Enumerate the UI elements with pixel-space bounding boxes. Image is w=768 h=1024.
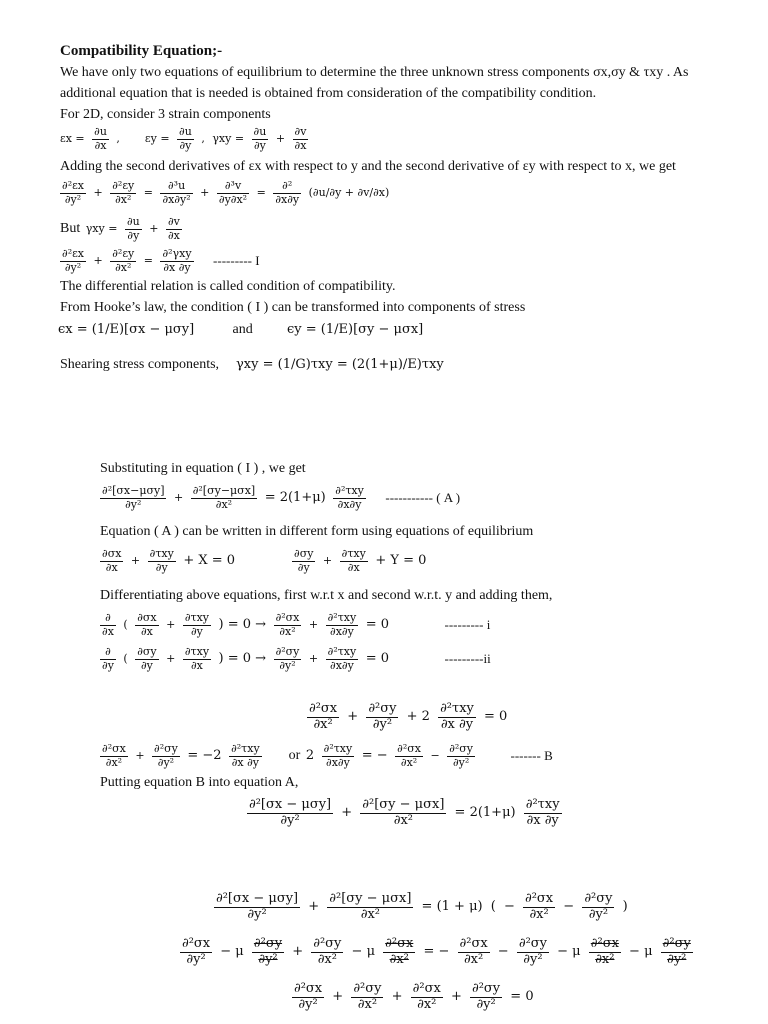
tag-A: ----------- ( A )	[385, 490, 461, 506]
equation-A: $\frac{\text{∂²[σx−μσy]}}{\text{∂y²}}$ + $\frac{\text{∂²[σy−μσx]}}{\text{∂x²}}$ = 2(1+μ) $\frac{\text{∂²τxy}}{\partial x\partial y}$ ----------- ( A )	[102, 484, 461, 511]
compatibility-equation-I: $\frac{\text{∂²εx}}{\text{∂y²}}$ + $\frac{\text{∂²εy}}{\text{∂x²}}$ = $\frac{\text{∂²γxy}}{\partial x \partial y}$ --------- I	[62, 247, 260, 274]
paragraph-3: For 2D, consider 3 strain components	[60, 107, 271, 122]
page-title: Compatibility Equation;-	[60, 43, 223, 59]
equation-expanded-2: $\frac{\text{∂²σx}}{\text{∂y²}}$ − μ $\frac{\text{∂²σy}}{\text{∂y²}}$ + $\frac{\text{∂²σy}}{\text{∂x²}}$ − μ $\frac{\text{∂²σx}}{\text{∂x²}}$ = − $\frac{\text{∂²σx}}{\text{∂x²}}$ − $\frac{\text{∂²σy}}{\text{∂y²}}$ − μ $\frac{\text{∂²σx}}{\text{∂x²}}$ − μ $\frac{\text{∂²σy}}{\text{∂y²}}$	[182, 936, 691, 967]
hooke-x: ϵx = (1/E)[σx − μσy]	[58, 322, 195, 337]
but-gamma-line: But γxy = $\frac{\partial u}{\partial y}$ + $\frac{\partial v}{\partial x}$	[60, 215, 180, 242]
summed-equilibrium-equation: $\frac{\text{∂²σx}}{\text{∂x²}}$ + $\frac{\text{∂²σy}}{\text{∂y²}}$ + 2 $\frac{\text{∂²τxy}}{\partial x \partial y}$ = 0	[309, 701, 508, 732]
equation-ii: $\frac{\partial}{\partial y}$ ( $\frac{\partial\sigma y}{\partial y}$ + $\frac{\text{∂τxy}}{\partial x}$ ) = 0 → $\frac{\text{∂²σy}}{\text{∂y²}}$ + $\frac{\text{∂²τxy}}{\partial x\partial y}$ = 0 ---------ii	[102, 645, 491, 672]
cancelled-term: $\frac{\text{∂²σy}}{\text{∂y²}}$	[662, 936, 691, 967]
du-dy-fraction: $\frac{\partial u}{\partial y}$	[179, 125, 192, 152]
paragraph-11: Equation ( A ) can be written in different form using equations of equilibrium	[100, 524, 534, 539]
equilibrium-eq-y: $\frac{\partial\sigma y}{\partial y}$ + $\frac{\text{∂τxy}}{\partial x}$ + Y = 0	[294, 547, 427, 574]
shear-equation: γxy = (1/G)τxy = (2(1+μ)/E)τxy	[236, 357, 444, 372]
tag-B: ------- B	[510, 748, 553, 764]
cancelled-term: $\frac{\text{∂²σx}}{\text{∂x²}}$	[385, 936, 414, 967]
paragraph-12: Differentiating above equations, first w.r.t x and second w.r.t. y and adding them,	[100, 588, 553, 603]
strain-y-lhs: εy =	[144, 132, 170, 146]
equation-B: $\frac{\text{∂²σx}}{\text{∂x²}}$ + $\frac{\text{∂²σy}}{\text{∂y²}}$ = −2 $\frac{\text{∂²τxy}}{\partial x \partial y}$ or 2 $\frac{\text{∂²τxy}}{\partial x\partial y}$ = − $\frac{\text{∂²σx}}{\text{∂x²}}$ − $\frac{\text{∂²σy}}{\text{∂y²}}$ ------- B	[102, 742, 553, 769]
paragraph-7: From Hooke’s law, the condition ( I ) can be transformed into components of stress	[60, 300, 526, 315]
gamma-xy-lhs: γxy =	[212, 132, 245, 146]
hooke-law-equations: ϵx = (1/E)[σx − μσy] and ϵy = (1/E)[σy − μσx]	[58, 322, 424, 337]
cancelled-term: $\frac{\text{∂²σy}}{\text{∂y²}}$	[253, 936, 283, 967]
second-derivative-equation: $\frac{\text{∂²εx}}{\text{∂y²}}$ + $\frac{\text{∂²εy}}{\text{∂x²}}$ = $\frac{\text{∂³u}}{\text{∂x∂y²}}$ + $\frac{\text{∂³v}}{\text{∂y∂x²}}$ = $\frac{\text{∂²}}{\partial x\partial y}$ (∂u/∂y + ∂v/∂x)	[62, 179, 390, 206]
hooke-y: ϵy = (1/E)[σy − μσx]	[287, 322, 424, 337]
equation-i: $\frac{\partial}{\partial x}$ ( $\frac{\partial\sigma x}{\partial x}$ + $\frac{\text{∂τxy}}{\partial y}$ ) = 0 → $\frac{\text{∂²σx}}{\text{∂x²}}$ + $\frac{\text{∂²τxy}}{\partial x\partial y}$ = 0 --------- i	[102, 611, 491, 638]
du-dx-fraction: $\frac{\partial u}{\partial x}$	[94, 125, 107, 152]
cancelled-term: $\frac{\text{∂²σx}}{\text{∂x²}}$	[590, 936, 619, 967]
paragraph-2: additional equation that is needed is obtained from consideration of the compatibility condition.	[60, 86, 597, 101]
tag-ii: ---------ii	[444, 651, 491, 667]
strain-components-equation: εx = $\frac{\partial u}{\partial x}$ , εy = $\frac{\partial u}{\partial y}$ , γxy = $\frac{\partial u}{\partial y}$ + $\frac{\partial v}{\partial x}$	[60, 125, 307, 152]
strain-x-lhs: εx =	[60, 132, 85, 146]
paragraph-4: Adding the second derivatives of εx with respect to y and the second derivative of εy with respect to x, we get	[60, 159, 676, 174]
equation-A-substituted: $\frac{\text{∂²[σx − μσy]}}{\text{∂y²}}$ + $\frac{\text{∂²[σy − μσx]}}{\text{∂x²}}$ = 2(1+μ) $\frac{\text{∂²τxy}}{\partial x \partial y}$	[249, 797, 560, 828]
equation-expanded-1: $\frac{\text{∂²[σx − μσy]}}{\text{∂y²}}$ + $\frac{\text{∂²[σy − μσx]}}{\text{∂x²}}$ = (1 + μ) ( − $\frac{\text{∂²σx}}{\text{∂x²}}$ − $\frac{\text{∂²σy}}{\text{∂y²}}$ )	[216, 891, 628, 922]
tag-I: --------- I	[213, 253, 260, 269]
paragraph-10: Substituting in equation ( I ) , we get	[100, 461, 306, 476]
equilibrium-eq-x: $\frac{\partial\sigma x}{\partial x}$ + $\frac{\text{∂τxy}}{\partial y}$ + X = 0	[102, 547, 236, 574]
shearing-stress-line: Shearing stress components, γxy = (1/G)τxy = (2(1+μ)/E)τxy	[60, 357, 444, 372]
final-compatibility-equation: $\frac{\text{∂²σx}}{\text{∂y²}}$ + $\frac{\text{∂²σy}}{\text{∂x²}}$ + $\frac{\text{∂²σx}}{\text{∂x²}}$ + $\frac{\text{∂²σy}}{\text{∂y²}}$ = 0	[294, 981, 534, 1012]
tag-i: --------- i	[444, 617, 491, 633]
paragraph-1: We have only two equations of equilibrium to determine the three unknown stress components σx,σy & τxy . As	[60, 65, 689, 80]
paragraph-14: Putting equation B into equation A,	[100, 775, 299, 790]
paragraph-6: The differential relation is called condition of compatibility.	[60, 279, 396, 294]
